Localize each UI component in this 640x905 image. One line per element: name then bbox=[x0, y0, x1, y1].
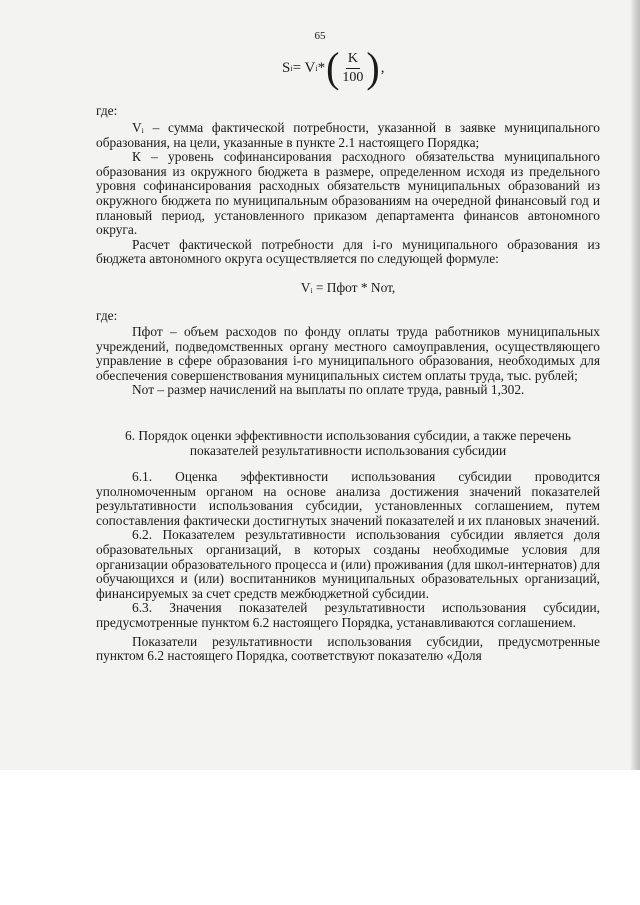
formula-numerator: K bbox=[346, 51, 360, 69]
calc-intro: Расчет фактической потребности для i-го муниципального образования из бюджета автономного округа осуществляется по следующей формуле: bbox=[96, 236, 600, 267]
paragraph-6-2: 6.2. Показателем результативности использования субсидии является доля образовательных организаций, в которых созданы необходимые условия для организации образовательного процесса и (или) проживания (для школ-интернатов) для обучающихся и (или) воспитанников муниципальных образовательных организаций, финансируемых за счет средств межбюджетной субсидии. bbox=[96, 527, 600, 601]
paragraph-6-3: 6.3. Значения показателей результативности использования субсидии, предусмотренные пунктом 6.2 настоящего Порядка, устанавливаются соглашением. bbox=[96, 600, 600, 630]
formula-close-paren: ) bbox=[366, 43, 380, 92]
definition-k: К – уровень софинансирования расходного обязательства муниципального образования из окружного бюджета в размере, определенном исходя из предельного уровня софинансирования расходных обязательств муниципальных образований из окружного бюджета по муниципальным образованиям на очередной финансовый год и плановый период, установленного приказом департамента финансов автономного округа. bbox=[96, 149, 600, 238]
where-label-2: где: bbox=[96, 308, 118, 323]
section-heading bbox=[96, 429, 600, 458]
formula-tail: , bbox=[380, 59, 385, 76]
formula-second: Vᵢ = Пфот * Nот, bbox=[300, 280, 396, 295]
formula-times: * bbox=[317, 59, 326, 76]
paragraph-last: Показатели результативности использования субсидии, предусмотренные пунктом 6.2 настоящего Порядка, соответствуют показателю «Доля bbox=[96, 633, 600, 664]
formula-fraction bbox=[342, 51, 363, 86]
where-label-1: где: bbox=[96, 103, 118, 118]
page-number: 65 bbox=[314, 30, 326, 42]
formula-open-paren: ( bbox=[326, 43, 340, 92]
formula-v-sub: i bbox=[315, 63, 318, 73]
formula-eq-v: = V bbox=[292, 59, 316, 76]
formula-lhs: S bbox=[282, 59, 291, 76]
definition-pfot: Пфот – объем расходов по фонду оплаты труда работников муниципальных учреждений, подведомственных органу местного самоуправления, осуществляющего управление в сфере образования i-го муниципального образования, необходимых для обеспечения совершенствования муниципальных систем оплаты труда, тыс. рублей; bbox=[96, 324, 600, 383]
definition-v: Vᵢ – сумма фактической потребности, указанной в заявке муниципального образования, на цели, указанные в пункте 2.1 настоящего Порядка; bbox=[96, 120, 600, 150]
formula-lhs-sub: i bbox=[290, 63, 293, 73]
definition-not: Nот – размер начислений на выплаты по оплате труда, равный 1,302. bbox=[132, 382, 525, 398]
scan-edge-shadow bbox=[630, 0, 640, 770]
blank-margin bbox=[0, 770, 640, 905]
section-heading-line-1: 6. Порядок оценки эффективности использования субсидии, а также перечень bbox=[125, 428, 571, 443]
formula-subsidy bbox=[282, 43, 385, 92]
formula-denominator: 100 bbox=[342, 69, 364, 85]
section-heading-line-2: показателей результативности использования субсидии bbox=[189, 442, 507, 458]
paragraph-6-1: 6.1. Оценка эффективности использования субсидии проводится уполномоченным органом на основе анализа достижения значений показателей результативности использования субсидии, установленных соглашением, путем сопоставления фактически достигнутых значений показателей и их плановых значений. bbox=[96, 469, 600, 528]
